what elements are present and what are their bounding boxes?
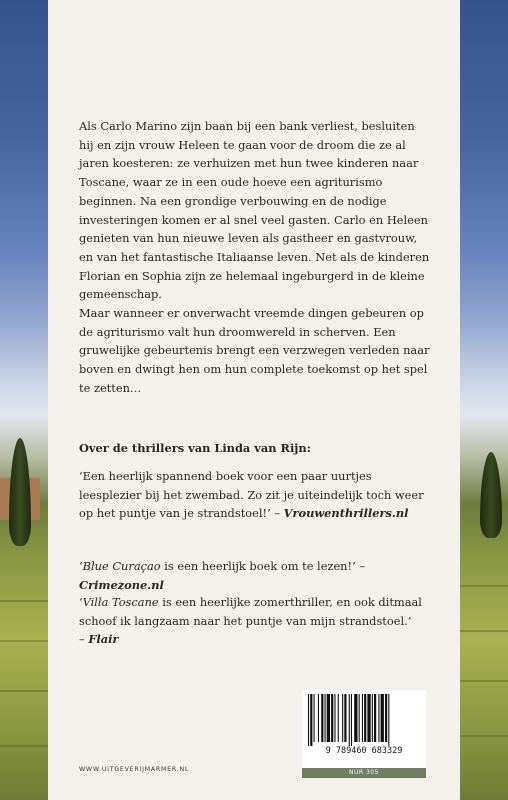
left-photo-strip	[0, 0, 48, 800]
barcode-bar	[378, 694, 379, 742]
field-furrow	[0, 600, 48, 602]
barcode-bar	[321, 694, 323, 742]
barcode-bar	[334, 694, 335, 742]
barcode-bar	[374, 694, 376, 742]
barcode-bar	[327, 694, 330, 742]
review-quote-2	[79, 557, 431, 594]
barcode-bar	[344, 694, 346, 742]
cypress-tree-right	[480, 452, 502, 538]
review-quote-1	[79, 467, 431, 523]
review-quote-2-title: Blue Curaçao	[82, 559, 161, 573]
blurb-paragraph-2: Maar wanneer er onverwacht vreemde dingen gebeuren op de agriturismo valt hun droomwereld in scherven. Een gruwelijke gebeurtenis brengt een verzwegen verleden naar boven en dwingt hen om hun complete toekomst op het spel te zetten…	[79, 306, 430, 395]
barcode-bar	[364, 694, 366, 742]
barcode-bar	[359, 694, 360, 742]
publisher-url: WWW.UITGEVERIJMARMER.NL	[79, 766, 190, 773]
barcode-bar	[354, 694, 357, 742]
right-photo-strip	[460, 0, 508, 800]
blurb	[79, 117, 431, 398]
barcode-bar	[381, 694, 384, 742]
barcode-bar	[308, 694, 309, 746]
review-quote-3-dash: –	[79, 632, 85, 647]
reviews-heading: Over de thrillers van Linda van Rijn:	[79, 441, 311, 455]
isbn-number: 9 789460 683329	[325, 746, 403, 756]
field-furrow	[0, 640, 48, 642]
review-quote-3-source: Flair	[88, 632, 119, 647]
barcode-bar	[318, 694, 319, 742]
field-furrow	[0, 745, 48, 747]
barcode-bar	[325, 694, 326, 742]
review-quote-2-open: ‘	[79, 559, 83, 573]
barcode-bar	[385, 694, 387, 742]
barcode-bar	[388, 694, 389, 746]
barcode-bar	[372, 694, 373, 742]
field-furrow	[460, 585, 508, 587]
blurb-paragraph-1: Als Carlo Marino zijn baan bij een bank verliest, besluiten hij en zijn vrouw Heleen te gaan voor de droom die ze al jaren koesteren: ze verhuizen met hun twee kinderen naar Toscane, waar ze in een oude hoeve een agriturismo beginnen. Na een grondige verbouwing en de nodige investeringen komen er al snel veel gasten. Carlo en Heleen genieten van hun nieuwe leven als gastheer en gastvrouw, en van het fantastische Italiaanse leven. Net als de kinderen Florian en Sophia zijn ze helemaal ingeburgerd in de kleine gemeenschap.	[79, 119, 430, 302]
review-quote-1-text: ‘Een heerlijk spannend boek voor een paar uurtjes leesplezier bij het zwembad. Zo zit je uiteindelijk toch weer op het puntje van je strandstoel!’ –	[79, 469, 424, 521]
review-quote-3-text: is een heerlijke zomerthriller, en ook ditmaal schoof ik langzaam naar het puntje van mijn strandstoel.’	[79, 595, 422, 628]
barcode-bar	[342, 694, 343, 742]
barcode-bar	[331, 694, 333, 742]
barcode-bar	[351, 694, 352, 746]
field-furrow	[460, 735, 508, 737]
barcode-bar	[362, 694, 363, 742]
review-quote-2-text: is een heerlijk boek om te lezen!’ –	[160, 559, 366, 573]
field-furrow	[460, 630, 508, 632]
review-quote-1-source: Vrouwenthrillers.nl	[283, 506, 409, 521]
barcode-bar	[349, 694, 350, 746]
barcode-bars	[308, 694, 420, 746]
field-furrow	[0, 690, 48, 692]
barcode-bar	[338, 694, 339, 742]
review-quote-2-source: Crimezone.nl	[79, 577, 164, 592]
barcode-bar	[310, 694, 312, 746]
barcode-bar	[367, 694, 370, 742]
barcode-bar	[314, 694, 315, 742]
isbn-barcode	[302, 690, 426, 768]
nur-code: NUR 305	[302, 768, 426, 778]
field-furrow	[460, 680, 508, 682]
review-quote-3-open: ‘	[79, 595, 83, 609]
review-quote-3-title: Villa Toscane	[82, 595, 159, 609]
cypress-tree-left	[9, 438, 31, 546]
review-quote-3	[79, 593, 431, 649]
